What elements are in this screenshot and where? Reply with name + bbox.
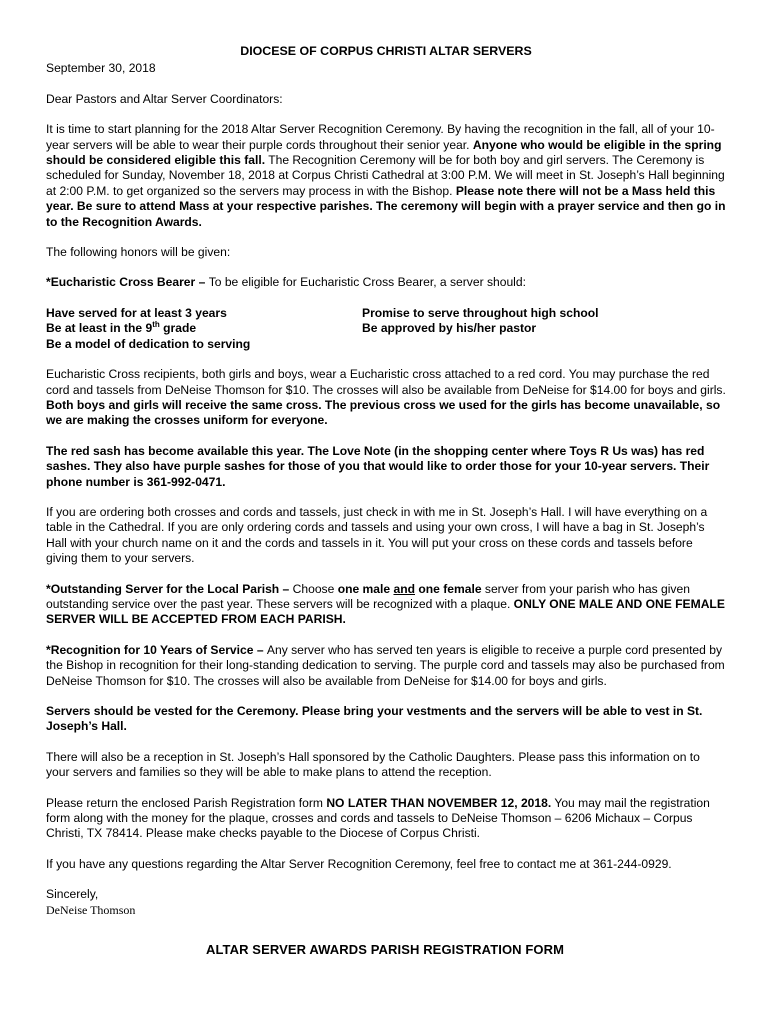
intro-text-2: The Recognition Ceremony will be for both boy and girl servers. The Ceremony is scheduled for Sunday, November 18, 2018 at Corpus Christi Cathedral at 3:00 P.M. We will meet in St. Joseph’s Hall beginning at 2:00 P.M. to get organized so the servers may process in with the Bishop. <box>46 153 725 198</box>
cross-bearer-heading: *Eucharistic Cross Bearer – <box>46 275 209 290</box>
intro-bold-1: Anyone who would be eligible in the spring should be considered eligible this fall. <box>46 137 722 168</box>
intro-bold-2: Please note there will not be a Mass held this year. Be sure to attend Mass at your respective parishes. The ceremony will begin with a prayer service and then go in to the Recognition Awards. <box>46 183 726 229</box>
cross-recipients-paragraph <box>46 367 726 429</box>
ten-years-heading: *Recognition for 10 Years of Service – <box>46 642 267 657</box>
outstanding-text-1: Choose <box>292 581 338 596</box>
vested-paragraph <box>46 704 726 735</box>
outstanding-heading: *Outstanding Server for the Local Parish – <box>46 581 293 596</box>
requirements-right-column <box>362 306 726 352</box>
requirement-item <box>46 321 362 336</box>
requirement-grade-post: grade <box>159 321 197 336</box>
requirement-item: Be a model of dedication to serving <box>46 336 251 351</box>
cross-bearer-paragraph <box>46 275 726 290</box>
return-deadline: NO LATER THAN NOVEMBER 12, 2018. <box>326 795 552 810</box>
outstanding-bold-3: ONLY ONE MALE AND ONE FEMALE SERVER WILL BE ACCEPTED FROM EACH PARISH. <box>46 596 725 627</box>
outstanding-bold-2: one female <box>415 581 482 596</box>
intro-text-1: It is time to start planning for the 2018 Altar Server Recognition Ceremony. By having the recognition in the fall, all of your 10-year servers will be able to wear their purple cords throughout their senior year. <box>46 122 715 152</box>
cross-recipients-text: Eucharistic Cross recipients, both girls and boys, wear a Eucharistic cross attached to a red cord. You may purchase the red cord and tassels from DeNeise Thomson for $10. The crosses will also be available from DeNeise for $14.00 for boys and girls. <box>46 367 726 397</box>
requirement-grade-sup: th <box>152 320 160 330</box>
vested-bold: Servers should be vested for the Ceremony. Please bring your vestments and the servers will be able to vest in St. Joseph’s Hall. <box>46 704 703 734</box>
letter-title: DIOCESE OF CORPUS CHRISTI ALTAR SERVERS <box>240 44 532 58</box>
ordering-paragraph: If you are ordering both crosses and cords and tassels, just check in with me in St. Joseph’s Hall. I will have everything on a table in the Cathedral. If you are only ordering cords and tassels and using your own cross, I will have a bag in St. Joseph’s Hall with your church name on it and the cords and tassels in it. You will put your cross on these cords and tassels before giving them to your servers. <box>46 504 708 566</box>
outstanding-text-2: server from your parish who has given outstanding service over the past year. These servers will be recognized with a plaque. <box>46 581 690 611</box>
honors-intro: The following honors will be given: <box>46 245 231 260</box>
letter <box>46 44 726 918</box>
registration-form-title: ALTAR SERVER AWARDS PARISH REGISTRATION FORM <box>205 942 565 957</box>
reception-paragraph: There will also be a reception in St. Joseph’s Hall sponsored by the Catholic Daughters. Please pass this information on to your servers and families so they will be able to make plans to attend the reception. <box>46 749 700 780</box>
salutation: Dear Pastors and Altar Server Coordinators: <box>46 91 283 106</box>
requirement-item: Have served for at least 3 years <box>46 305 227 320</box>
requirement-grade-pre: Be at least in the 9 <box>46 321 153 336</box>
cross-bearer-text: To be eligible for Eucharistic Cross Bearer, a server should: <box>208 275 526 290</box>
intro-paragraph <box>46 122 726 230</box>
return-text-1: Please return the enclosed Parish Registration form <box>46 795 327 810</box>
outstanding-bold-1: one male <box>337 581 394 596</box>
questions-paragraph: If you have any questions regarding the Altar Server Recognition Ceremony, feel free to contact me at 361-244-0929. <box>46 856 672 871</box>
requirements-left-column <box>46 306 362 352</box>
red-sash-paragraph <box>46 444 726 490</box>
outstanding-server-paragraph <box>46 582 726 628</box>
ten-years-paragraph <box>46 643 726 689</box>
requirement-item: Promise to serve throughout high school <box>362 305 599 320</box>
signature: DeNeise Thomson <box>46 902 136 917</box>
cross-recipients-bold: Both boys and girls will receive the same cross. The previous cross we used for the girls has become unavailable, so we are making the crosses uniform for everyone. <box>46 397 721 428</box>
return-paragraph <box>46 796 726 842</box>
requirement-item: Be approved by his/her pastor <box>362 321 537 336</box>
requirements-list <box>46 306 726 352</box>
return-text-2: You may mail the registration form along with the money for the plaque, crosses and cords and tassels to DeNeise Thomson – 6206 Michaux – Corpus Christi, TX 78414. Please make checks payable to the Diocese of Corpus Christi. <box>46 795 710 841</box>
ten-years-text: Any server who has served ten years is eligible to receive a purple cord presented by the Bishop in recognition for their long-standing dedication to serving. The purple cord and tassels may also be purchased from DeNeise Thomson for $10. The crosses will also be available from DeNeise for $14.00 for boys and girls. <box>46 642 725 688</box>
outstanding-underline: and <box>393 581 415 596</box>
red-sash-bold: The red sash has become available this year. The Love Note (in the shopping center where Toys R Us was) has red sashes. They also have purple sashes for those of you that would like to order those for your 10-year servers. Their phone number is 361-992-0471. <box>46 443 710 489</box>
closing: Sincerely, <box>46 887 99 902</box>
letter-date: September 30, 2018 <box>46 61 156 76</box>
